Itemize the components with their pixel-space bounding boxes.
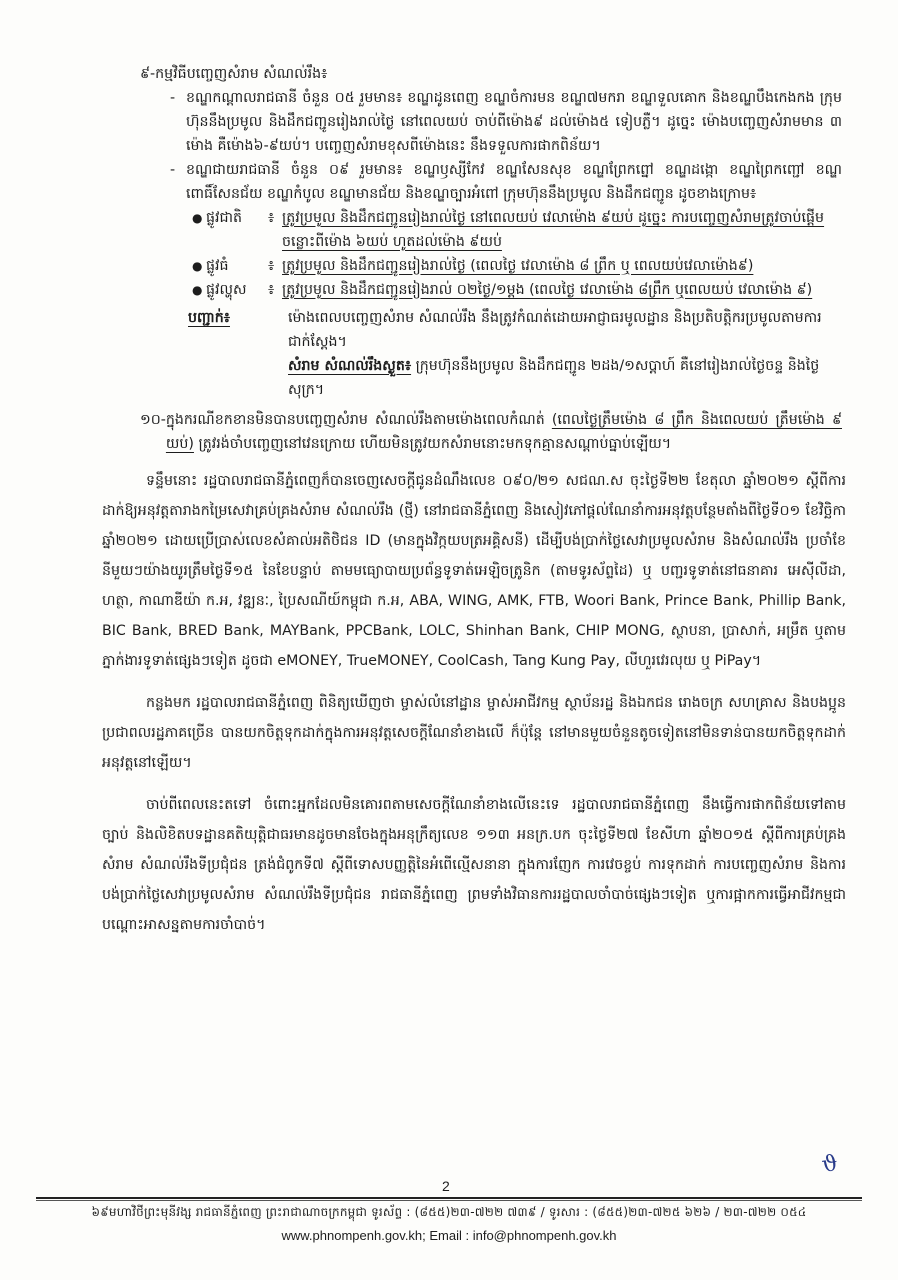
section-9-item-inner-districts	[170, 86, 842, 158]
bullet-icon: ●	[192, 259, 203, 273]
bullet-icon: ●	[192, 283, 203, 297]
section-9-title: កម្មវិធីបញ្ចេញសំរាម សំណល់រឹង៖	[155, 66, 328, 82]
road-label: ផ្លូវជាតិ	[206, 210, 243, 226]
section-10-text-a: ក្នុងករណីខកខានមិនបានបញ្ចេញសំរាម សំណល់រឹងតាមម៉ោងពេលកំណត់	[165, 412, 545, 428]
outer-districts-text: ខណ្ឌជាយរាជធានី ចំនួន ០៩ រួមមាន៖ ខណ្ឌឫស្សីកែវ ខណ្ឌសែនសុខ ខណ្ឌព្រែកព្នៅ ខណ្ឌដង្កោ ខណ្ឌព្រៃកញ្ជៅ ខណ្ឌពោធិ៍សែនជ័យ ខណ្ឌកំបូល ខណ្ឌមានជ័យ និងខណ្ឌច្បារអំពៅ ក្រុមហ៊ុននឹងប្រមូល និងដឹកជញ្ជូន ដូចខាងក្រោម៖	[186, 162, 842, 202]
document-body	[102, 62, 846, 940]
section-9-number: ៩-	[140, 66, 156, 82]
road-item-national	[192, 206, 842, 254]
inner-districts-text: ខណ្ឌកណ្ដាលរាជធានី ចំនួន ០៥ រួមមាន៖ ខណ្ឌដូនពេញ ខណ្ឌចំការមន ខណ្ឌ៧មករា ខណ្ឌទួលគោក និងខណ្ឌបឹងកេងកង ក្រុមហ៊ុននឹងប្រមូល និងដឹកជញ្ជូនរៀងរាល់ថ្ងៃ នៅពេលយប់ ចាប់ពីម៉ោង៩ ដល់ម៉ោង៥ ទៀបភ្លឺ។ ដូច្នេះ ម៉ោងបញ្ចេញសំរាមមាន ៣ ម៉ោង គឺម៉ោង៦-៩យប់។ បញ្ចេញសំរាមខុសពីម៉ោងនេះ នឹងទទួលការផាកពិន័យ។	[186, 90, 842, 154]
footer-divider-thin	[36, 1200, 862, 1201]
section-10	[140, 408, 842, 456]
dash-marker: -	[170, 90, 176, 106]
section-9-item-outer-districts	[170, 158, 842, 206]
road-label: ផ្លូវធំ	[206, 258, 229, 274]
note-block	[188, 306, 842, 402]
road-colon: ៖	[268, 258, 275, 274]
road-colon: ៖	[268, 210, 275, 226]
note-text-1: ម៉ោងពេលបញ្ចេញសំរាម សំណល់រឹង នឹងត្រូវកំណត់ដោយអាជ្ញាធរមូលដ្ឋាន និងប្រតិបត្តិករប្រមូលតាមការជាក់ស្ដែង។	[288, 310, 822, 350]
paragraph-enforcement: ចាប់ពីពេលនេះតទៅ ចំពោះអ្នកដែលមិនគោរពតាមសេចក្ដីណែនាំខាងលើនេះទេ រដ្ឋបាលរាជធានីភ្នំពេញ នឹងធ្វើការផាកពិន័យទៅតាមច្បាប់ និងលិខិតបទដ្ឋានគតិយុត្តិជាធរមានដូចមានចែងក្នុងអនុក្រឹត្យលេខ ១១៣ អនក្រ.បក ចុះថ្ងៃទី២៧ ខែសីហា ឆ្នាំ២០១៥ ស្ដីពីការគ្រប់គ្រងសំរាម សំណល់រឹងទីប្រជុំជន ត្រង់ជំពូកទី៧ ស្ដីពីទោសបញ្ញត្តិនៃអំពើល្មើសនានា ក្នុងការញែក ការវេចខ្ចប់ ការទុកដាក់ ការបញ្ចេញសំរាម និងការបង់ប្រាក់ថ្លៃសេវាប្រមូលសំរាម សំណល់រឹងទីប្រជុំជន រាជធានីភ្នំពេញ ព្រមទាំងវិធានការរដ្ឋបាលចាំបាច់ផ្សេងៗទៀត ឬការផ្អាកការធ្វើអាជីវកម្មជាបណ្ដោះអាសន្នតាមការចាំបាច់។	[102, 797, 846, 933]
paragraph-observation: កន្លងមក រដ្ឋបាលរាជធានីភ្នំពេញ ពិនិត្យឃើញថា ម្ចាស់លំនៅដ្ឋាន ម្ចាស់អាជីវកម្ម ស្ថាប័នរដ្ឋ និងឯកជន រោងចក្រ សហគ្រាស និងបងប្អូនប្រជាពលរដ្ឋភាគច្រើន បានយកចិត្តទុកដាក់ក្នុងការអនុវត្តសេចក្ដីណែនាំខាងលើ ក៏ប៉ុន្តែ នៅមានមួយចំនួនតូចទៀតនៅមិនទាន់បានយកចិត្តទុកដាក់អនុវត្តនៅឡើយ។	[102, 695, 846, 771]
road-item-small	[192, 278, 842, 302]
road-schedule-text: ត្រូវប្រមូល និងដឹកជញ្ជូនរៀងរាល់ថ្ងៃ នៅពេលយប់ វេលាម៉ោង ៩យប់ ដូច្នេះ ការបញ្ចេញសំរាមត្រូវចាប់ផ្ដើមចន្លោះពីម៉ោង ៦យប់ ហូតដល់ម៉ោង ៩យប់	[282, 210, 825, 250]
road-label: ផ្លូវល្ហុស	[206, 282, 247, 298]
footer-website-email: www.phnompenh.gov.kh; Email : info@phnompenh.gov.kh	[281, 1228, 617, 1243]
road-colon: ៖	[268, 282, 275, 298]
bullet-icon: ●	[192, 211, 203, 225]
note-content	[288, 306, 842, 402]
dash-marker: -	[170, 162, 176, 178]
section-10-text-c: ត្រូវរង់ចាំបញ្ចេញនៅវេនក្រោយ ហើយមិនត្រូវយកសំរាមនោះមកទុកគ្មានសណ្ដាប់ធ្នាប់ឡើយ។	[198, 436, 672, 452]
section-9-heading	[140, 62, 842, 86]
initial-mark-icon: ϑ	[819, 1150, 840, 1179]
note-dry-waste	[288, 354, 842, 402]
section-10-time-window: (ពេលថ្ងៃត្រឹមម៉ោង ៨ ព្រឹក និងពេលយប់ ត្រឹមម៉ោង ៩ យប់)	[165, 412, 842, 452]
dry-waste-text: ក្រុមហ៊ុននឹងប្រមូល និងដឹកជញ្ជូន ២ដង/១សប្ដាហ៍ គឺនៅរៀងរាល់ថ្ងៃចន្ទ និងថ្ងៃសុក្រ។	[288, 358, 820, 398]
road-schedule-text: ត្រូវប្រមូល និងដឹកជញ្ជូនរៀងរាល់ថ្ងៃ (ពេលថ្ងៃ វេលាម៉ោង ៨ ព្រឹក ឬ ពេលយប់វេលាម៉ោង៩)	[282, 258, 754, 274]
note-label: បញ្ជាក់៖	[188, 310, 230, 326]
page-number: 2	[442, 1178, 450, 1194]
road-schedule-text: ត្រូវប្រមូល និងដឹកជញ្ជូនរៀងរាល់ ០២ថ្ងៃ/១ម្ដង (ពេលថ្ងៃ វេលាម៉ោង ៨ព្រឹក ឬពេលយប់ វេលាម៉ោង ៩)	[282, 282, 813, 298]
road-item-main	[192, 254, 842, 278]
section-10-text	[166, 408, 842, 456]
paragraph-announcement: ទន្ទឹមនោះ រដ្ឋបាលរាជធានីភ្នំពេញក៏បានចេញសេចក្ដីជូនដំណឹងលេខ ០៩០/២១ សជណ.ស ចុះថ្ងៃទី២២ ខែតុលា ឆ្នាំ២០២១ ស្ដីពីការដាក់ឱ្យអនុវត្តតារាងកម្រៃសេវាគ្រប់គ្រងសំរាម សំណល់រឹង (ថ្មី) នៅរាជធានីភ្នំពេញ និងសៀវភៅផ្ដល់ណែនាំការអនុវត្តបន្ថែមតាំងពីថ្ងៃទី០១ ខែវិច្ឆិកា ឆ្នាំ២០២១ ដោយប្រើប្រាស់លេខសំគាល់អតិថិជន ID (មានក្នុងវិក្កយបត្រអគ្គិសនី) ដើម្បីបង់ប្រាក់ថ្លៃសេវាប្រមូលសំរាម និងសំណល់រឹង ប្រចាំខែនីមួយៗយ៉ាងយូរត្រឹមថ្ងៃទី១៥ នៃខែបន្ទាប់ តាមមធ្យោបាយប្រព័ន្ធទូទាត់អេឡិចត្រូនិក (តាមទូរស័ព្ទដៃ) ឬ បញ្ជរទូទាត់នៅធនាគារ អេស៊ីលីដា, ហត្ថា, កាណាឌីយ៉ា ក.អ, វឌ្ឍនៈ, ប្រៃសណីយ៍កម្ពុជា ក.អ, ABA, WING, AMK, FTB, Woori Bank, Prince Bank, Phillip Bank, BIC Bank, BRED Bank, MAYBank, PPCBank, LOLC, Shinhan Bank, CHIP MONG, ស្ថាបនា, ប្រាសាក់, អម្រឹត ឬតាមភ្នាក់ងារទូទាត់ផ្សេងៗទៀត ដូចជា eMONEY, TrueMONEY, CoolCash, Tang Kung Pay, លីហួរវេរលុយ ឬ PiPay។	[102, 473, 846, 669]
dry-waste-label: សំរាម សំណល់រឹងស្ងួត៖	[288, 358, 412, 374]
section-10-number: ១០-	[140, 412, 166, 428]
footer-address: ៦៩មហាវិថីព្រះមុនីវង្ស រាជធានីភ្នំពេញ ព្រះរាជាណាចក្រកម្ពុជា ទូរស័ព្ទ : (៨៥៥)២៣-៧២២ ៧៣៩ / ទូរសារ : (៨៥៥)២៣-៧២៥ ៦២៦ / ២៣-៧២២ ០៥៤	[91, 1205, 807, 1219]
footer-divider	[36, 1197, 862, 1199]
